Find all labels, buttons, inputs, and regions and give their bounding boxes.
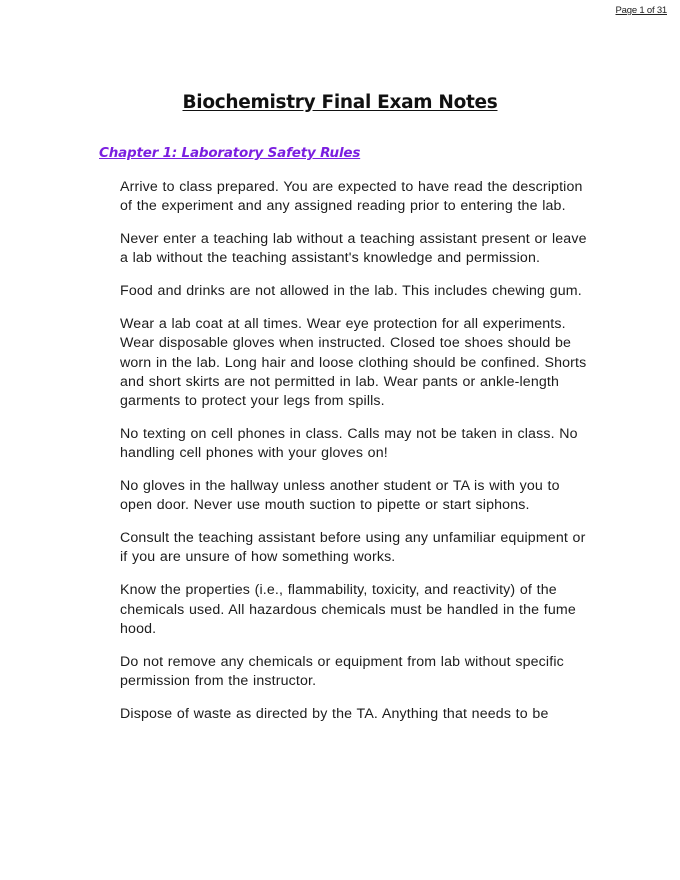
- rule-paragraph: Arrive to class prepared. You are expected to have read the description of the experiment and any assigned reading prior to entering the lab.: [120, 179, 583, 215]
- rule-paragraph: No gloves in the hallway unless another student or TA is with you to open door. Never use mouth suction to pipette or start siphons.: [120, 478, 560, 514]
- rule-paragraph: Wear a lab coat at all times. Wear eye protection for all experiments. Wear disposable gloves when instructed. Closed toe shoes should be worn in the lab. Long hair and loose clothing should be confined. Shorts and short skirts are not permitted in lab. Wear pants or ankle-length garments to protect your legs from spills.: [120, 315, 587, 410]
- safety-rules-list: [120, 178, 590, 738]
- rule-paragraph: Never enter a teaching lab without a teaching assistant present or leave a lab without the teaching assistant's knowledge and permission.: [120, 231, 587, 267]
- rule-paragraph: Consult the teaching assistant before using any unfamiliar equipment or if you are unsure of how something works.: [120, 530, 586, 566]
- rule-paragraph: Know the properties (i.e., flammability, toxicity, and reactivity) of the chemicals used. All hazardous chemicals must be handled in the fume hood.: [120, 582, 576, 637]
- rule-paragraph: Do not remove any chemicals or equipment from lab without specific permission from the instructor.: [120, 653, 564, 689]
- chapter-heading: Chapter 1: Laboratory Safety Rules: [99, 145, 361, 161]
- rule-paragraph: No texting on cell phones in class. Calls may not be taken in class. No handling cell phones with your gloves on!: [120, 425, 578, 462]
- rule-paragraph: Dispose of waste as directed by the TA. Anything that needs to be: [120, 705, 549, 722]
- page-indicator: Page 1 of 31: [615, 5, 667, 16]
- document-title: Biochemistry Final Exam Notes: [182, 92, 498, 113]
- rule-paragraph: Food and drinks are not allowed in the lab. This includes chewing gum.: [120, 283, 582, 300]
